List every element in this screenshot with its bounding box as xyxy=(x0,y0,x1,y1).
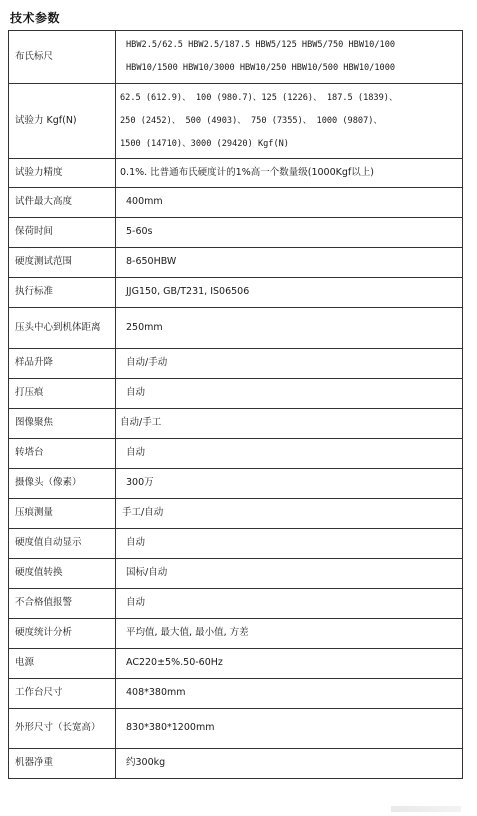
spec-value-line: 平均值, 最大值, 最小值, 方差 xyxy=(126,627,249,639)
spec-value-line: 8-650HBW xyxy=(126,256,177,268)
spec-label: 工作台尺寸 xyxy=(9,679,116,709)
spec-label: 硬度测试范围 xyxy=(9,248,116,278)
spec-label: 摄像头（像素） xyxy=(9,469,116,499)
spec-value-line: 手工/自动 xyxy=(122,507,164,519)
watermark xyxy=(391,806,461,812)
spec-value-line: 自动 xyxy=(126,597,146,609)
spec-value-line: 自动 xyxy=(126,537,146,549)
spec-value-line: 5-60s xyxy=(126,226,153,238)
spec-label: 打压痕 xyxy=(9,379,116,409)
spec-value-line: HBW10/1500 HBW10/3000 HBW10/250 HBW10/500 HBW10/1000 xyxy=(126,63,396,73)
spec-value xyxy=(116,749,463,779)
spec-value xyxy=(116,159,463,188)
spec-row xyxy=(9,529,463,559)
spec-label: 压痕测量 xyxy=(9,499,116,529)
spec-row xyxy=(9,409,463,439)
spec-value-line: 约300kg xyxy=(126,757,166,769)
spec-row xyxy=(9,278,463,308)
spec-label: 硬度值自动显示 xyxy=(9,529,116,559)
spec-row xyxy=(9,308,463,349)
spec-value xyxy=(116,679,463,709)
spec-value xyxy=(116,589,463,619)
spec-label: 压头中心到机体距离 xyxy=(9,308,116,349)
spec-row xyxy=(9,379,463,409)
spec-value xyxy=(116,559,463,589)
spec-row xyxy=(9,499,463,529)
spec-table xyxy=(8,30,463,779)
spec-value xyxy=(116,709,463,749)
spec-row xyxy=(9,84,463,159)
spec-label: 图像聚焦 xyxy=(9,409,116,439)
spec-value-line: 自动 xyxy=(126,387,146,399)
spec-row xyxy=(9,349,463,379)
spec-label: 转塔台 xyxy=(9,439,116,469)
spec-value xyxy=(116,649,463,679)
spec-value xyxy=(116,439,463,469)
spec-value-line: 408*380mm xyxy=(126,687,186,699)
spec-row xyxy=(9,218,463,248)
spec-value xyxy=(116,409,463,439)
spec-label: 试验力 Kgf(N) xyxy=(9,84,116,159)
spec-value xyxy=(116,188,463,218)
spec-value-line: 400mm xyxy=(126,196,163,208)
spec-value xyxy=(116,379,463,409)
spec-row xyxy=(9,439,463,469)
spec-label: 保荷时间 xyxy=(9,218,116,248)
spec-value xyxy=(116,499,463,529)
spec-value xyxy=(116,31,463,84)
spec-row xyxy=(9,679,463,709)
spec-row xyxy=(9,469,463,499)
spec-value-line: HBW2.5/62.5 HBW2.5/187.5 HBW5/125 HBW5/750 HBW10/100 xyxy=(126,40,396,50)
spec-value-line: 830*380*1200mm xyxy=(126,722,215,734)
spec-value xyxy=(116,248,463,278)
spec-value xyxy=(116,349,463,379)
spec-value-line: 0.1%. 比普通布氏硬度计的1%高一个数量级(1000Kgf以上) xyxy=(120,166,374,178)
spec-label: 样品升降 xyxy=(9,349,116,379)
spec-value xyxy=(116,619,463,649)
spec-label: 不合格值报警 xyxy=(9,589,116,619)
spec-value-line: 自动/手动 xyxy=(126,357,168,369)
spec-label: 硬度统计分析 xyxy=(9,619,116,649)
spec-row xyxy=(9,559,463,589)
spec-label: 布氏标尺 xyxy=(9,31,116,84)
spec-row xyxy=(9,188,463,218)
spec-value xyxy=(116,469,463,499)
spec-row xyxy=(9,649,463,679)
spec-row xyxy=(9,709,463,749)
spec-label: 试件最大高度 xyxy=(9,188,116,218)
spec-label: 机器净重 xyxy=(9,749,116,779)
spec-row xyxy=(9,619,463,649)
spec-value-line: 250 (2452)、 500 (4903)、 750 (7355)、 1000 (9807)、 xyxy=(120,115,383,126)
spec-value-line: 250mm xyxy=(126,321,163,333)
spec-label: 硬度值转换 xyxy=(9,559,116,589)
spec-value xyxy=(116,278,463,308)
spec-label: 执行标准 xyxy=(9,278,116,308)
spec-row xyxy=(9,589,463,619)
spec-value-line: 62.5 (612.9)、 100 (980.7)、125 (1226)、 187.5 (1839)、 xyxy=(120,92,398,103)
spec-value-line: 300万 xyxy=(126,477,154,489)
spec-row xyxy=(9,159,463,188)
spec-value-line: JJG150, GB/T231, IS06506 xyxy=(126,286,250,298)
spec-value-line: 国标/自动 xyxy=(126,567,168,579)
spec-label: 外形尺寸（长宽高） xyxy=(9,709,116,749)
spec-value xyxy=(116,529,463,559)
spec-value-line: 自动 xyxy=(126,447,146,459)
spec-label: 试验力精度 xyxy=(9,159,116,188)
spec-value-line: 1500 (14710)、3000 (29420) Kgf(N) xyxy=(120,138,289,149)
spec-value xyxy=(116,308,463,349)
spec-value-line: 自动/手工 xyxy=(120,417,162,429)
spec-row xyxy=(9,248,463,278)
section-title: 技术参数 xyxy=(10,11,61,25)
spec-label: 电源 xyxy=(9,649,116,679)
spec-row xyxy=(9,31,463,84)
spec-value xyxy=(116,84,463,159)
spec-value-line: AC220±5%.50-60Hz xyxy=(126,657,223,669)
spec-row xyxy=(9,749,463,779)
spec-value xyxy=(116,218,463,248)
